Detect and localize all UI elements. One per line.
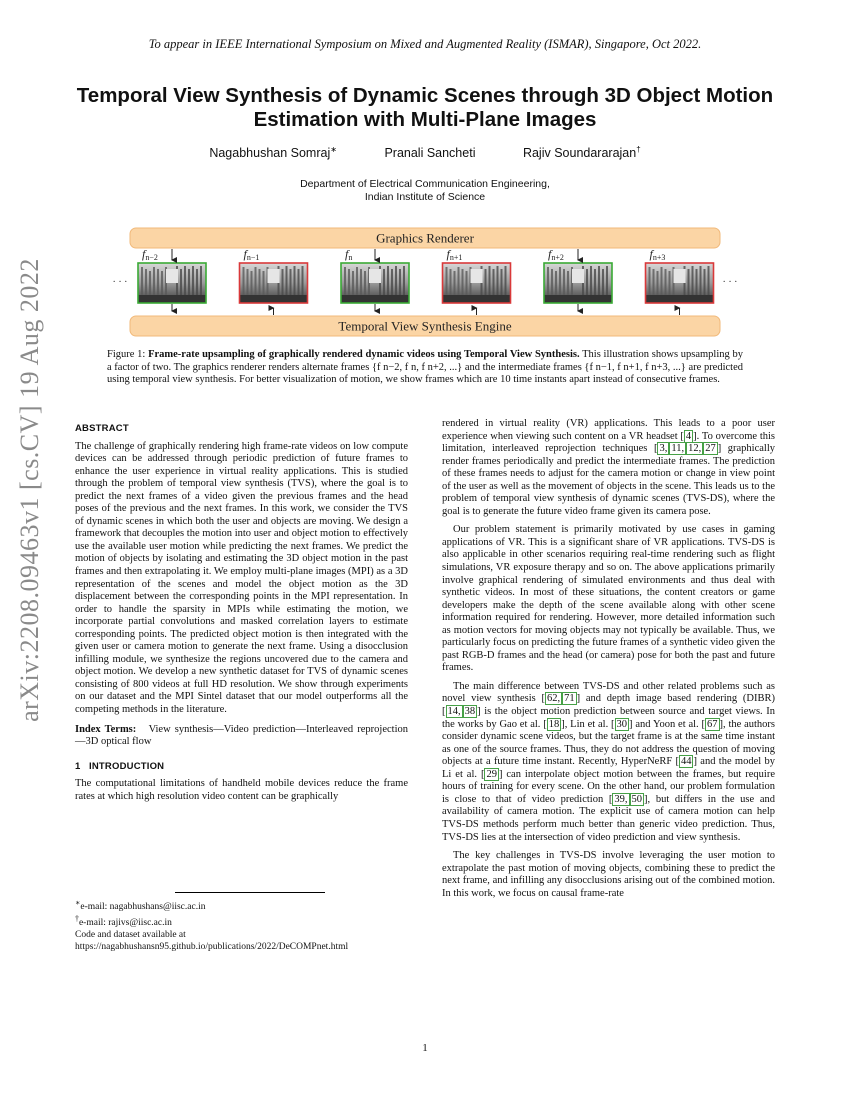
figure-caption: Figure 1: Frame-rate upsampling of graphically rendered dynamic videos using Temporal View Synthesis. This illustration shows upsampling by a factor of two. The graphics renderer renders alternate frames {f n−2, f n, f n+2, ...} and the intermediate frames {f n−1, f n+1, f n+3, ...} are predicted using temporal view synthesis. For better visualization of motion, we show frames which are 10 time instants apart instead of consecutive frames. [107, 349, 743, 386]
citation[interactable]: 18 [548, 718, 560, 730]
citation[interactable]: 39, [614, 793, 628, 805]
citation[interactable]: 29 [486, 768, 497, 780]
frame-1 [138, 247, 206, 311]
citation[interactable]: 14, [447, 706, 461, 718]
page-number: 1 [422, 1042, 428, 1054]
ellipsis-right: · · · [722, 277, 738, 288]
citation[interactable]: 44 [680, 756, 692, 768]
intro-heading: 1 INTRODUCTION [75, 760, 165, 772]
citation[interactable]: 62, [547, 693, 561, 705]
footnote-rule [175, 892, 325, 893]
footnote-url[interactable]: https://nagabhushansn95.github.io/publications/2022/DeCOMPnet.html [75, 942, 349, 953]
left-column [75, 423, 408, 803]
figure-1 [100, 225, 750, 340]
citation[interactable]: 38 [464, 706, 476, 718]
footnotes [75, 897, 415, 953]
arxiv-stamp: arXiv:2208.09463v1 [cs.CV] 19 Aug 2022 [15, 258, 44, 722]
author-2: Pranali Sancheti [384, 146, 476, 161]
frame-3 [341, 247, 409, 311]
footnote-code: Code and dataset available at [75, 930, 186, 941]
citation[interactable]: 30 [616, 718, 628, 730]
citation[interactable]: 12, [688, 443, 702, 455]
frame-label: fn+1 [446, 247, 463, 262]
abstract-heading: ABSTRACT [75, 423, 129, 434]
tvs-engine-label: Temporal View Synthesis Engine [338, 318, 512, 334]
frame-label: fn [345, 247, 353, 262]
venue-line: To appear in IEEE International Symposium on Mixed and Augmented Reality (ISMAR), Singapore, Oct 2022. [148, 37, 702, 51]
graphics-renderer-label: Graphics Renderer [376, 230, 474, 246]
author-list [0, 145, 850, 160]
index-terms: Index Terms: View synthesis—Video prediction—Interleaved reprojection—3D optical flow [75, 723, 408, 748]
frame-label: fn+3 [649, 247, 666, 262]
affiliation: Department of Electrical Communication Engineering, Indian Institute of Science [300, 178, 550, 203]
citation[interactable]: 71 [564, 693, 575, 705]
frame-label: fn+2 [548, 247, 564, 262]
citation[interactable]: 67 [707, 718, 718, 730]
frame-label: fn−1 [243, 247, 260, 262]
intro-body: The computational limitations of handheld mobile devices reduce the frame rates at which high resolution video content can be graphically [75, 778, 408, 802]
author-3: Rajiv Soundararajan† [522, 145, 641, 161]
right-paragraph-1: rendered in virtual reality (VR) applications. This leads to a poor user experience when viewing such content on a VR headset [ 4 ]. To overcome this limitation, interleaved reprojection techniques [ 3, 11, 12, 27 ] graphically render frames periodically and predict the intermediate frames. The prediction of these frames needs to adjust for the camera motion or change in view point of the user as well as the movement of objects in the scene. This leads us to the problem of temporal view synthesis of dynamic scenes (TVS-DS), where the goal is to generate the future video frame given its camera pose. [442, 418, 775, 517]
frame-2 [240, 247, 308, 315]
frame-6 [646, 247, 714, 315]
paper-title: Temporal View Synthesis of Dynamic Scenes through 3D Object Motion Estimation with Multi-Plane Images [76, 84, 774, 131]
citation[interactable]: 3, [659, 443, 668, 455]
ellipsis-left: · · · [112, 277, 128, 288]
frame-label: fn−2 [142, 247, 158, 262]
right-paragraph-3: The main difference between TVS-DS and other related problems such as novel view synthesis [ 62, 71 ] and depth image based rendering (DIBR) [ 14, 38 ] is the object motion prediction between source and target views. In the works by Gao et al. [ 18 ], Lin et al. [ 30 ] and Yoon et al. [ 67 ], the authors consider dynamic scene videos, but the target frame is at the same time instant as one of the source frames. Thus, they do not address the question of moving objects at a future time instant. Recently, HyperNeRF [ 44 ] and the model by Li et al. [ 29 ] can interpolate object motion between the frames, but require hours of training for every scene. On the other hand, our problem formulation is close to that of video prediction [ 39, 50 ], but differs in the use and availability of camera motion. The explicit use of camera motion can help TVS-DS methods perform much better than generic video prediction. Thus, TVS-DS lies at the intersection of video prediction and view synthesis. [442, 680, 776, 843]
footnote-email-2: †e-mail: rajivs@iisc.ac.in [75, 914, 172, 929]
frames-group [138, 247, 714, 315]
citation[interactable]: 27 [705, 443, 716, 455]
citation[interactable]: 4 [685, 430, 692, 442]
right-column [442, 418, 775, 900]
frame-5 [544, 247, 612, 311]
abstract-body: The challenge of graphically rendering high frame-rate videos on low compute devices can be addressed through periodic prediction of future frames to enhance the user experience in virtual reality applications. This is studied through the problem of temporal view synthesis (TVS), where the goal is to predict the next frames of a video given the previous frames and the head poses of the previous and the next frames. In this work, we consider the TVS of dynamic scenes in which both the user and objects are moving. We design a framework that decouples the motion into user and object motion to effectively use the available user motion while predicting the next frames. We predict the motion of objects by isolating and estimating the 3D object motion in the past frames and then extrapolating it. We employ multi-plane images (MPI) as a 3D representation of the scenes and model the object motion as the 3D displacement between the corresponding points in the MPI representation. In order to handle the sparsity in MPIs while estimating the motion, we incorporate partial convolutions and masked correlation layers to estimate corresponding points. The predicted object motion is then integrated with the given user or camera motion to generate the next frame. Using a disocclusion infilling module, we synthesize the regions uncovered due to the camera and object motion. We develop a new synthetic dataset for TVS of dynamic scenes consisting of 800 videos at full HD resolution. We show through experiments on our dataset and the MPI Sintel dataset that our model outperforms all the competing methods in the literature. [75, 440, 408, 716]
right-paragraph-2: Our problem statement is primarily motivated by use cases in gaming applications of VR. This is a significant share of VR applications. TVS-DS is also applicable in other scenarios requiring real-time rendering such as flight simulations, VR exposure therapy and so on. The above applications primarily involve graphical rendering of simulated environments and thus deal with synthetic videos. In most of these situations, the content creators or game developers make the depth of the scene available along with other scene information required for rendering. However, more detailed information such as motion vectors for moving objects may not typically be available. Thus, we particularly focus on predicting the future frames of a synthetic video given the past RGB-D frames and the head (or camera) pose for both the past and future frames. [442, 524, 775, 674]
right-paragraph-4: The key challenges in TVS-DS involve leveraging the user motion to extrapolate the past motion of moving objects, combining these to predict the next frame, and infilling any disocclusions arising out of the combined motion. In this work, we focus on causal frame-rate [442, 850, 775, 899]
citation[interactable]: 11, [671, 443, 685, 455]
frame-4 [443, 247, 511, 315]
author-1: Nagabhushan Somraj∗ [209, 145, 337, 161]
footnote-email-1: ∗e-mail: nagabhushans@iisc.ac.in [75, 898, 206, 913]
citation[interactable]: 50 [631, 793, 643, 805]
